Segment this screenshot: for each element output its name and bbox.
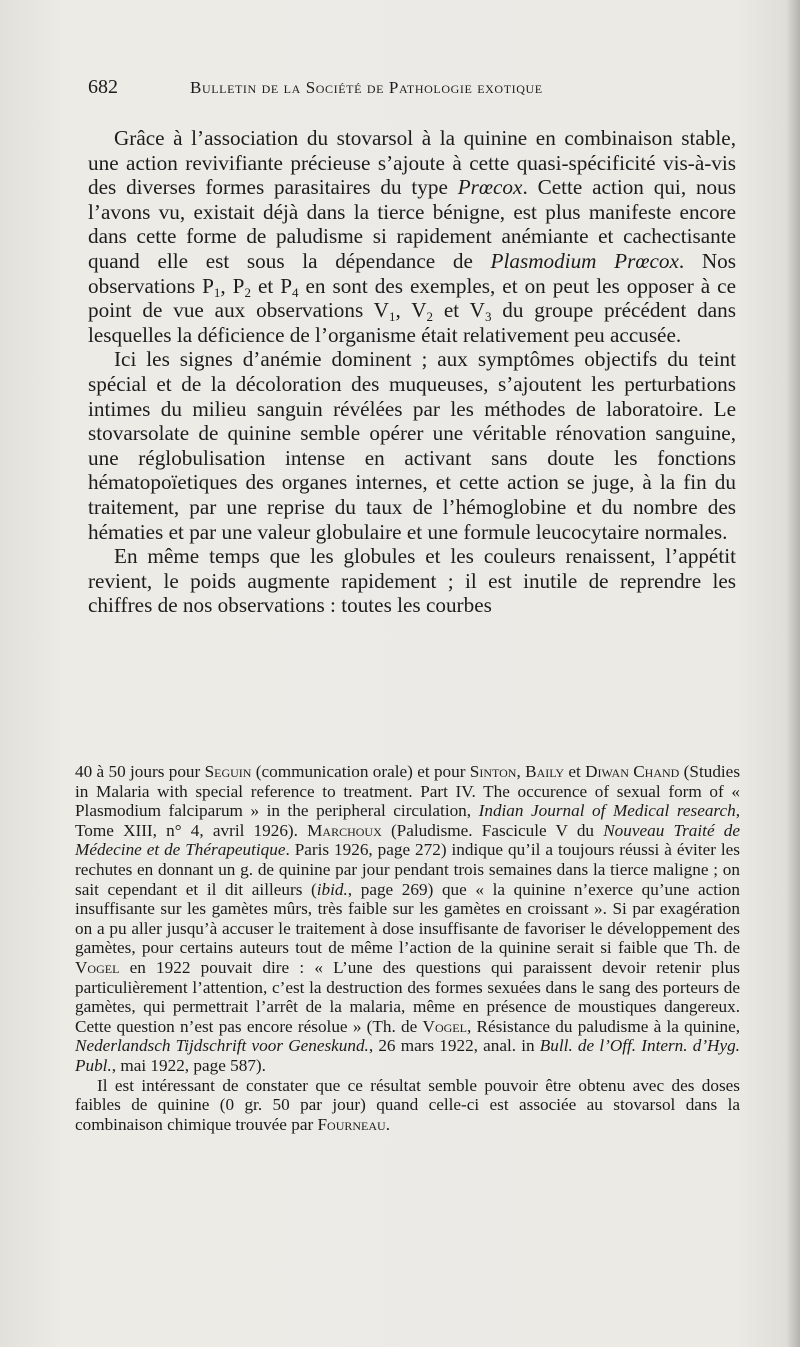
journal-title: Indian Journal of Medical research: [478, 801, 736, 821]
author-name: Diwan Chand: [585, 762, 680, 781]
text-run: 40 à 50 jours pour: [75, 762, 205, 781]
text-run: , Résistance du paludisme à la quinine,: [466, 1016, 741, 1036]
text-run: et P: [250, 273, 292, 298]
text-run: , 26 mars 1922, anal. in: [368, 1036, 540, 1056]
journal-title: Nederlandsch Tijdschrift voor Geneskund.: [75, 1036, 369, 1056]
text-run: . Nos observations P: [88, 248, 736, 298]
book-title: Nouveau Traité de Médecine et de Thérapeutique: [75, 820, 740, 860]
text-run: du groupe précédent dans lesquelles la déficience de l’organisme était relativement peu accusée.: [88, 298, 737, 347]
subscript: 3: [484, 309, 492, 325]
footnotes: [75, 762, 740, 1134]
text-run: .: [385, 1114, 390, 1134]
text-run: , mai 1922, page 587).: [111, 1055, 266, 1075]
text-run: Grâce à l’association du stovarsol à la quinine en combinaison stable, une action revivifiante précieuse s’ajoute à cette quasi-spécificité vis-à-vis des diverses formes parasitaires du type: [88, 126, 736, 200]
journal-title: Bull. de l’Off. Intern. d’Hyg. Publ.: [75, 1036, 740, 1075]
subscript: 1: [388, 309, 396, 325]
text-run: (Studies in Malaria with special reference to treatment. Part IV. The occurence of sexual form of « Plasmodium falciparum » in the peripheral circulation,: [75, 762, 741, 821]
footnote-2: [75, 1076, 740, 1135]
author-name: Fourneau: [317, 1114, 386, 1134]
text-run: , P: [220, 273, 245, 298]
text-run: , Tome XIII, n° 4, avril 1926).: [75, 801, 740, 840]
italic-run: Plasmodium Prœcox: [490, 248, 679, 273]
text-run: , page 269) que « la quinine n’exerce qu’une action insuffisante sur les gamètes mûrs, très faible sur les gamètes en croissant ». Si par exagération on a pu aller jusqu’à accuser le traitement à dose insuffisante de favoriser le développement des gamètes, pour certains auteurs tout de même l’action de la quinine serait si faible que Th. de: [75, 879, 740, 958]
text-run: et V: [433, 298, 485, 323]
page-edge-shadow: [786, 0, 800, 1347]
author-name: Seguin: [204, 762, 252, 781]
subscript: 1: [213, 284, 221, 300]
subscript: 2: [426, 309, 434, 325]
text-run: en 1922 pouvait dire : « L’une des questions qui paraissent devoir retenir plus particulièrement l’attention, c’est la destruction des formes sexuées dans le sang des porteurs de gamètes, qui permettrait l’arrêt de la malaria, même en présence de moustiques dangereux. Cette question n’est pas encore résolue » (Th. de: [75, 957, 740, 1036]
author-name: Marchoux: [307, 820, 382, 840]
paragraph-2: Ici les signes d’anémie dominent ; aux symptômes objectifs du teint spécial et de la décoloration des muqueuses, s’ajoutent les perturbations intimes du milieu sanguin révélées par les méthodes de laboratoire. Le stovarsolate de quinine semble opérer une véritable rénovation sanguine, une réglobulisation intense en activant sans doute les fonctions hématopoïetiques des organes internes, et cette action se juge, à la fin du traitement, par une reprise du taux de l’hémoglobine et du nombre des hématies et par une valeur globulaire et une formule leucocytaire normales.: [88, 347, 736, 544]
text-run: (Paludisme. Fascicule V du: [381, 820, 604, 840]
subscript: 2: [244, 284, 251, 300]
italic-run: ibid.: [316, 879, 348, 899]
subscript: 4: [292, 284, 299, 300]
page-header: [88, 76, 738, 106]
author-name: Vogel: [75, 957, 120, 977]
paragraph-3: En même temps que les globules et les couleurs renaissent, l’appétit revient, le poids augmente rapidement ; il est inutile de reprendre les chiffres de nos observations : toutes les courbes: [88, 544, 736, 618]
author-name: Vogel: [422, 1016, 467, 1036]
paragraph-1: [88, 126, 736, 347]
text-run: Il est intéressant de constater que ce résultat semble pouvoir être obtenu avec des doses faibles de quinine (0 gr. 50 par jour) quand celle-ci est associée au stovarsol dans la combinaison chimique trouvée par: [75, 1075, 740, 1134]
text-run: , V: [395, 298, 427, 323]
italic-run: Prœcox: [457, 175, 523, 200]
author-name: Sinton, Baily: [469, 762, 565, 781]
text-run: en sont des exemples, et on peut les opposer à ce point de vue aux observations V: [88, 273, 736, 323]
page-number: 682: [88, 76, 118, 98]
text-run: (communication orale) et pour: [251, 762, 470, 781]
running-head: Bulletin de la Société de Pathologie exotique: [190, 78, 543, 97]
text-run: . Paris 1926, page 272) indique qu’il a toujours réussi à éviter les rechutes en donnant un g. de quinine par jour pendant trois semaines dans la tierce maligne ; on sait cependant et il dit ailleurs (: [75, 840, 740, 899]
footnote-1: [75, 762, 740, 1076]
text-run: . Cette action qui, nous l’avons vu, existait déjà dans la tierce bénigne, est plus manifeste encore dans cette forme de paludisme si rapidement anémiante et cachectisante quand elle est sous la dépendance de: [88, 175, 736, 273]
text-run: et: [564, 762, 586, 781]
main-text: [88, 126, 736, 618]
